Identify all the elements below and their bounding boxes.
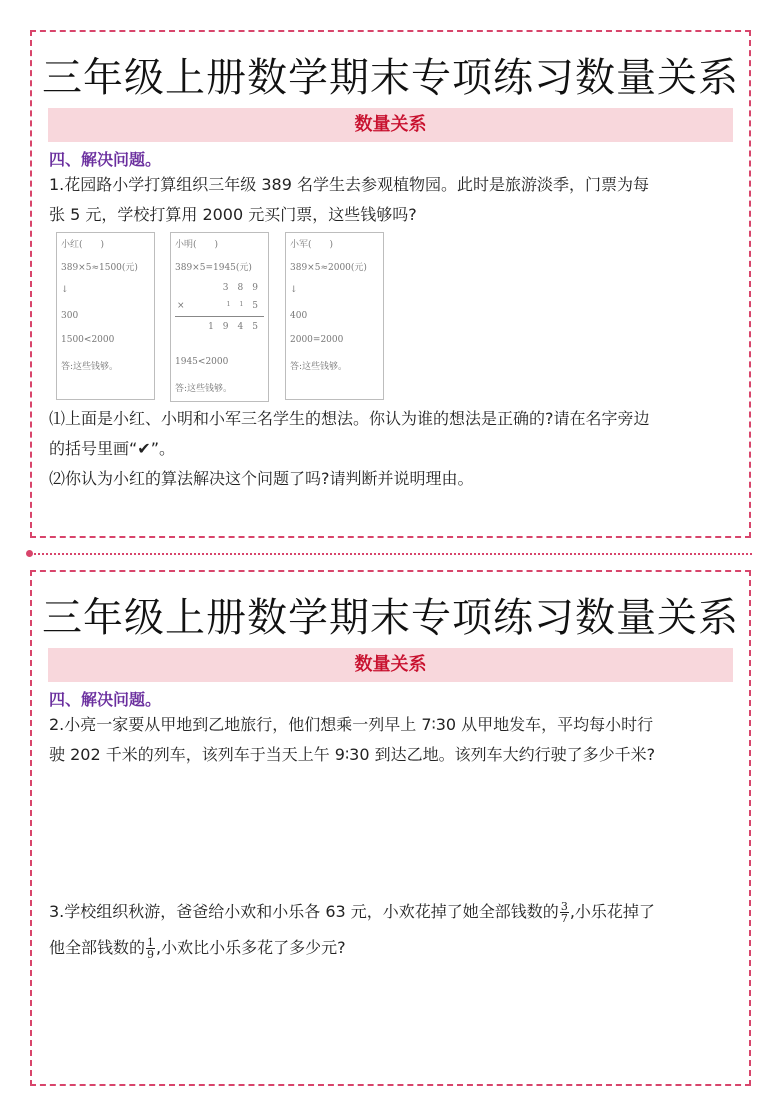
student-name: 小军( ) [290, 240, 334, 250]
section-band: 数量关系 [48, 108, 733, 142]
worksheet-frame-top [30, 30, 751, 538]
section-divider [30, 553, 752, 555]
digit: 4 [237, 322, 244, 332]
problem-3-text [49, 894, 735, 966]
compare-line: 1945<2000 [175, 357, 229, 367]
numerator: 1 [147, 936, 155, 949]
digit: 9 [222, 322, 229, 332]
fraction-3-7 [560, 901, 569, 924]
problem-2-text [49, 710, 735, 770]
problem-1-line-1: 1.花园路小学打算组织三年级 389 名学生去参观植物园。此时是旅游淡季，门票为每 [49, 175, 649, 194]
vertical-multiplication [175, 279, 264, 336]
fraction-1-9 [146, 937, 155, 960]
carry-digit: 1 [239, 301, 244, 308]
carry-digit: 1 [226, 301, 231, 308]
text: ,小欢比小乐多花了多少元? [156, 938, 346, 957]
answer-line: 答:这些钱够。 [61, 362, 119, 372]
solution-card-xiaoming [170, 232, 269, 402]
calc-line: 389×5≈2000(元) [290, 263, 367, 273]
answer-line: 答:这些钱够。 [290, 362, 348, 372]
calc-line: 389×5=1945(元) [175, 263, 252, 273]
digit: 5 [252, 322, 258, 332]
student-name: 小红( ) [61, 240, 105, 250]
approx-value: 400 [290, 311, 308, 321]
question-2: ⑵你认为小红的算法解决这个问题了吗?请判断并说明理由。 [49, 469, 474, 488]
worksheet-frame-bottom [30, 570, 751, 1086]
problem-2-line-2: 驶 202 千米的列车，该列车于当天上午 9∶30 到达乙地。该列车大约行驶了多少千米? [49, 745, 656, 764]
result-rule [175, 316, 264, 317]
digit: 3 [222, 283, 229, 293]
solution-card-xiaojun [285, 232, 384, 400]
down-arrow-icon: ↓ [61, 285, 69, 295]
compare-line: 1500<2000 [61, 335, 115, 345]
text: 他全部钱数的 [49, 938, 146, 957]
down-arrow-icon: ↓ [290, 285, 298, 295]
answer-line: 答:这些钱够。 [175, 384, 233, 394]
denominator: 9 [147, 948, 155, 961]
problem-2-line-1: 2.小亮一家要从甲地到乙地旅行，他们想乘一列早上 7∶30 从甲地发车，平均每小时行 [49, 715, 654, 734]
problem-3-line-1 [49, 894, 735, 930]
section-heading: 四、解决问题。 [49, 150, 162, 169]
solution-card-xiaohong [56, 232, 155, 400]
numerator: 3 [560, 900, 568, 913]
question-1-line-2: 的括号里画“✔”。 [49, 439, 175, 458]
digit: 1 [208, 322, 214, 332]
problem-3-line-2 [49, 930, 735, 966]
section-band: 数量关系 [48, 648, 733, 682]
digit: 5 [252, 301, 258, 311]
problem-1-line-2: 张 5 元，学校打算用 2000 元买门票，这些钱够吗? [49, 205, 417, 224]
page-title: 三年级上册数学期末专项练习数量关系 [42, 55, 739, 101]
text: 3.学校组织秋游，爸爸给小欢和小乐各 63 元，小欢花掉了她全部钱数的 [49, 902, 559, 921]
problem-1-questions [49, 404, 735, 494]
digit: 9 [252, 283, 258, 293]
question-1-line-1: ⑴上面是小红、小明和小军三名学生的想法。你认为谁的想法是正确的?请在名字旁边 [49, 409, 650, 428]
digit: 8 [237, 283, 244, 293]
student-name: 小明( ) [175, 240, 219, 250]
section-heading: 四、解决问题。 [49, 690, 162, 709]
denominator: 7 [560, 912, 568, 925]
calc-line: 389×5≈1500(元) [61, 263, 138, 273]
multiply-sign-icon: × [177, 301, 185, 311]
approx-value: 300 [61, 311, 79, 321]
problem-1-text [49, 170, 735, 230]
text: ,小乐花掉了 [569, 902, 655, 921]
compare-line: 2000=2000 [290, 335, 344, 345]
page-title: 三年级上册数学期末专项练习数量关系 [42, 595, 739, 641]
